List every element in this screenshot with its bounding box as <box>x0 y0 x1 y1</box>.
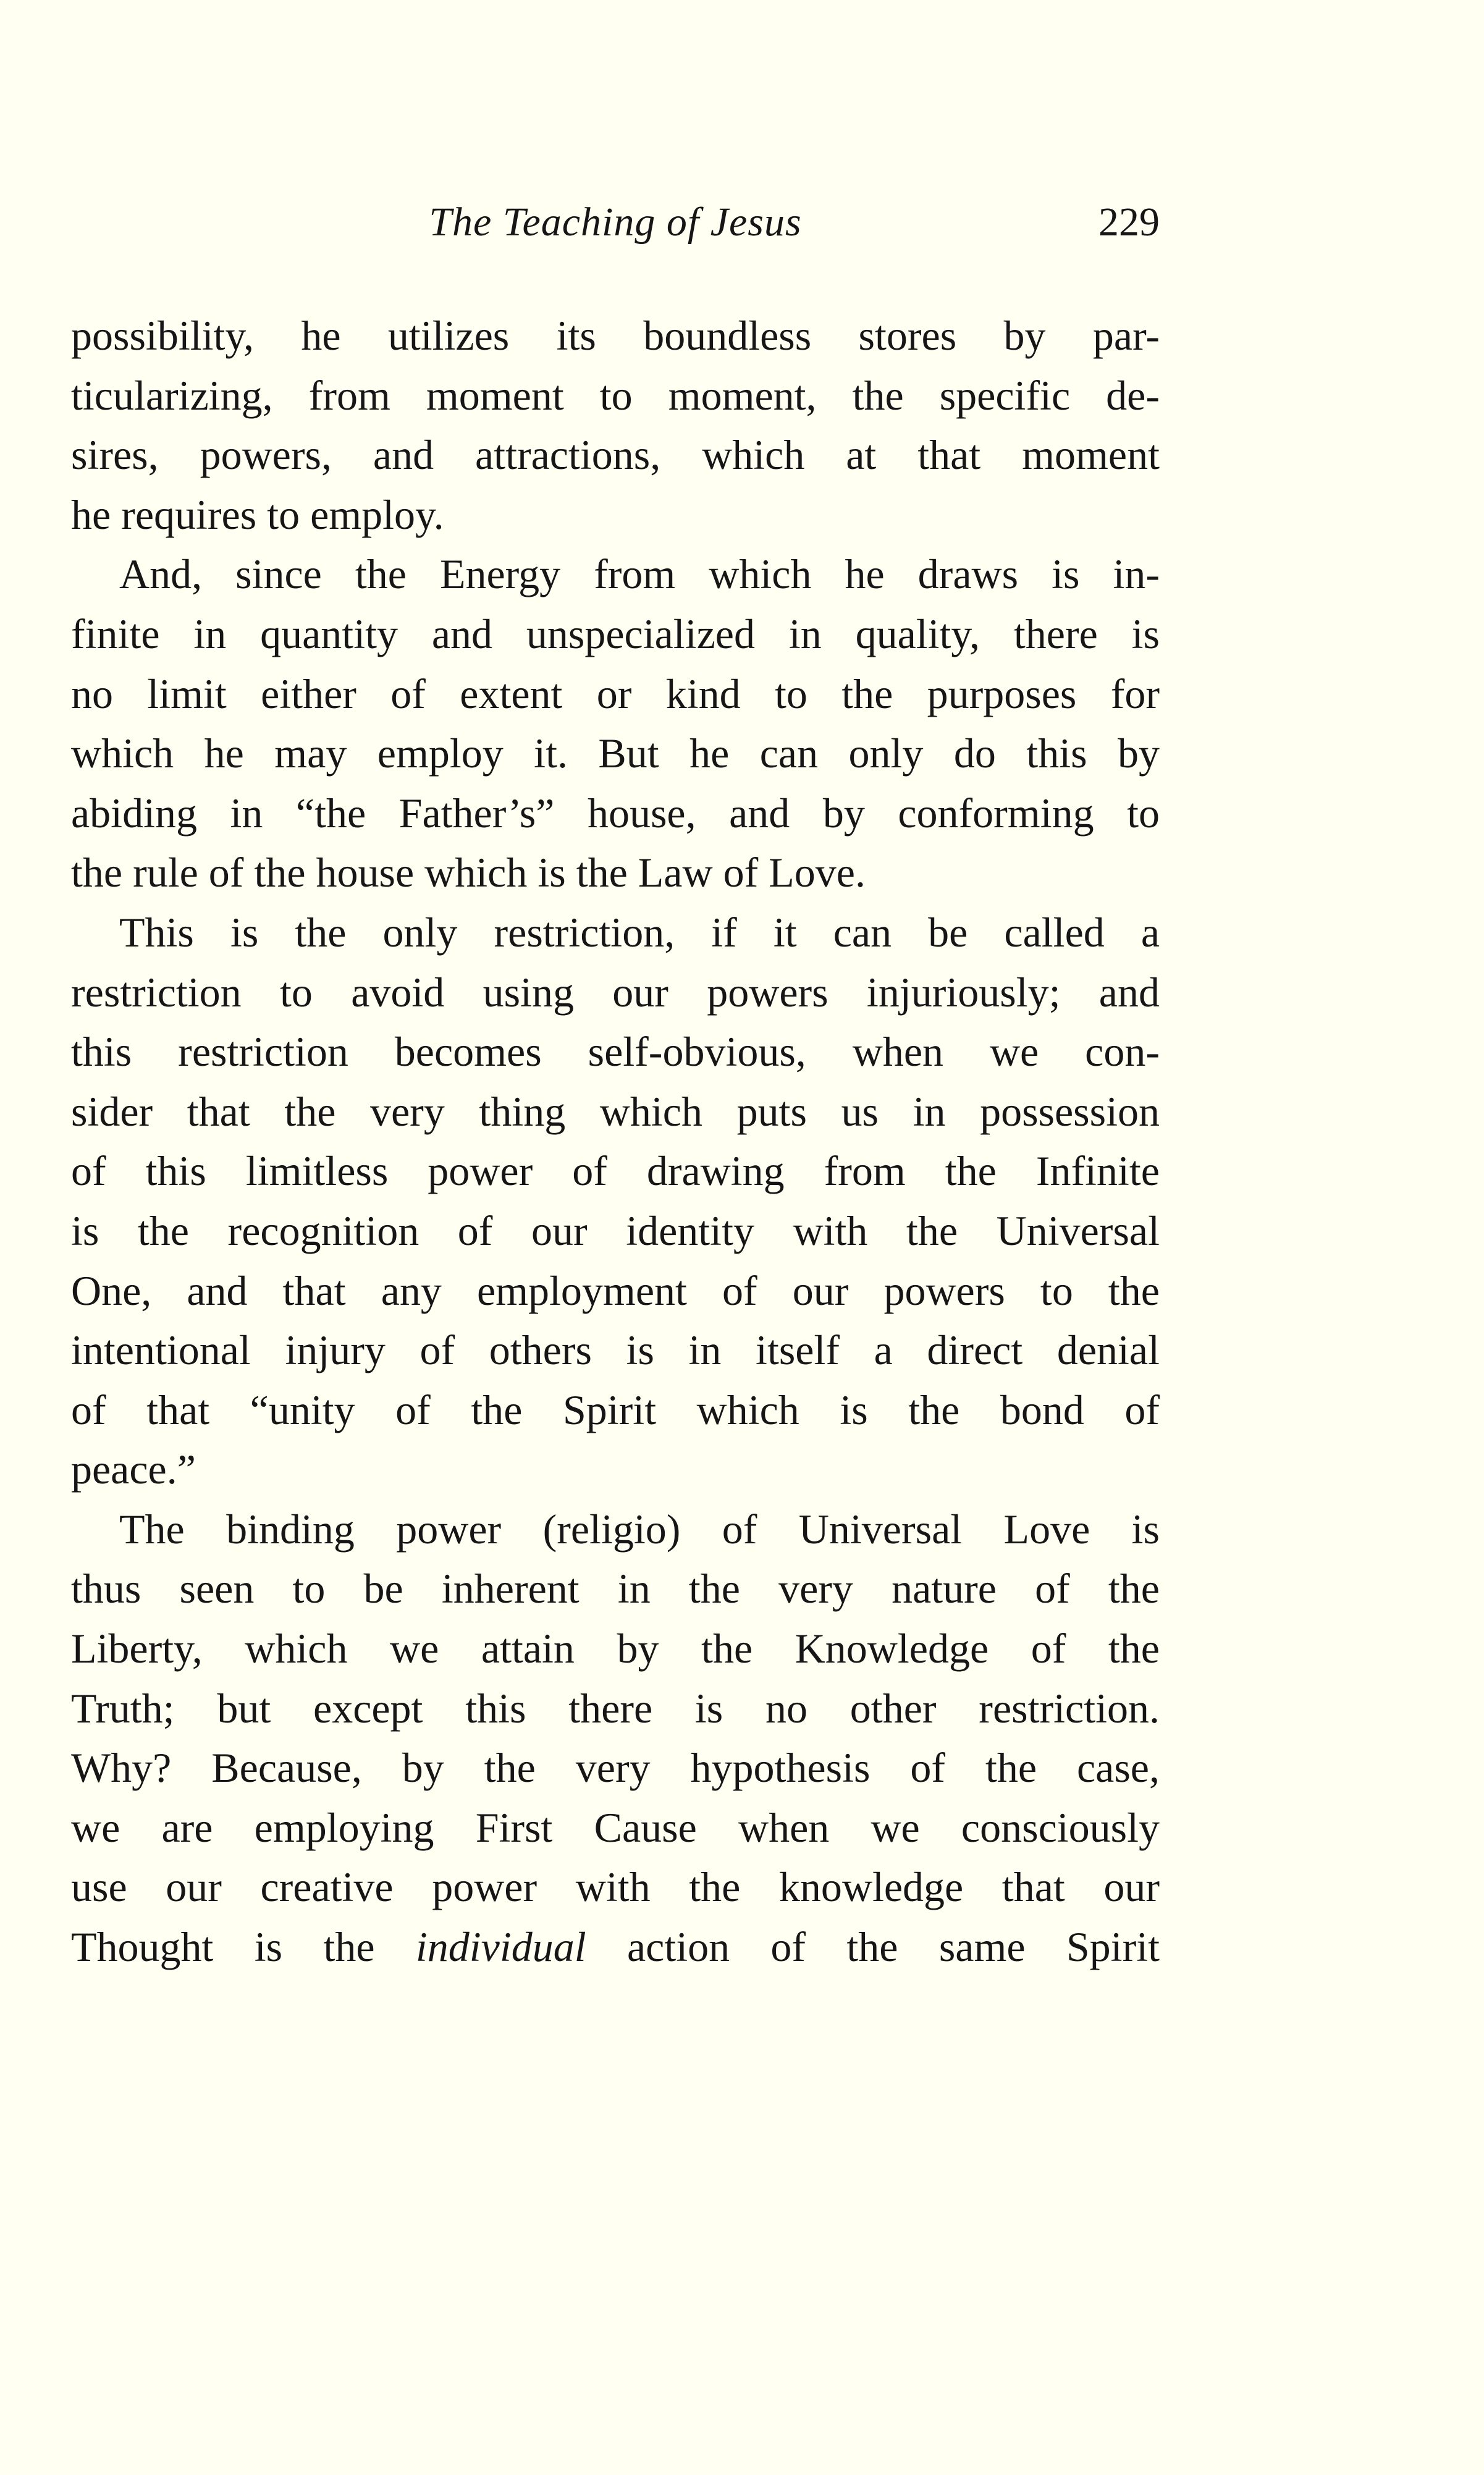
text-line: sires, powers, and attractions, which at that moment <box>71 431 1160 479</box>
text-line: abiding in “the Father’s” house, and by conforming to <box>71 789 1160 837</box>
text-line: intentional injury of others is in itself a direct denial <box>71 1326 1160 1374</box>
text-line: he requires to employ. <box>71 491 444 538</box>
text-line: no limit either of extent or kind to the purposes for <box>71 670 1160 717</box>
text-line: ticularizing, from moment to moment, the specific de- <box>71 371 1160 419</box>
text-line: restriction to avoid using our powers injuriously; and <box>71 968 1160 1016</box>
text-line: this restriction becomes self-obvious, when we con- <box>71 1028 1160 1076</box>
text-segment: action of the same Spirit <box>586 1923 1160 1971</box>
text-line: finite in quantity and unspecialized in quality, there is <box>71 610 1160 657</box>
text-line: peace.” <box>71 1446 196 1493</box>
text-line: use our creative power with the knowledge that our <box>71 1863 1160 1911</box>
text-line: is the recognition of our identity with the Universal <box>71 1207 1160 1254</box>
text-line <box>71 1917 1160 1977</box>
text-line: the rule of the house which is the Law of Love. <box>71 849 866 896</box>
text-line: thus seen to be inherent in the very nature of the <box>71 1565 1160 1613</box>
body-text <box>71 306 1160 1977</box>
text-line: Why? Because, by the very hypothesis of the case, <box>71 1744 1160 1792</box>
text-line: And, since the Energy from which he draws is in- <box>119 550 1160 598</box>
emphasized-word: individual <box>415 1923 586 1971</box>
text-line: of that “unity of the Spirit which is the bond of <box>71 1386 1160 1433</box>
text-line: One, and that any employment of our powers to the <box>71 1267 1160 1314</box>
text-line: which he may employ it. But he can only do this by <box>71 730 1160 777</box>
page-number: 229 <box>1098 200 1160 245</box>
running-title: The Teaching of Jesus <box>429 200 802 245</box>
text-line: we are employing First Cause when we consciously <box>71 1803 1160 1851</box>
text-line: of this limitless power of drawing from the Infinite <box>71 1147 1160 1195</box>
text-line: Liberty, which we attain by the Knowledge of the <box>71 1625 1160 1672</box>
text-segment: Thought is the <box>71 1923 416 1971</box>
text-line: This is the only restriction, if it can be called a <box>119 908 1160 956</box>
page-header <box>71 199 1160 255</box>
text-line: Truth; but except this there is no other restriction. <box>71 1684 1160 1732</box>
text-line: possibility, he utilizes its boundless stores by par- <box>71 312 1160 359</box>
text-line: sider that the very thing which puts us in possession <box>71 1087 1160 1135</box>
text-line: The binding power (religio) of Universal Love is <box>119 1505 1160 1553</box>
